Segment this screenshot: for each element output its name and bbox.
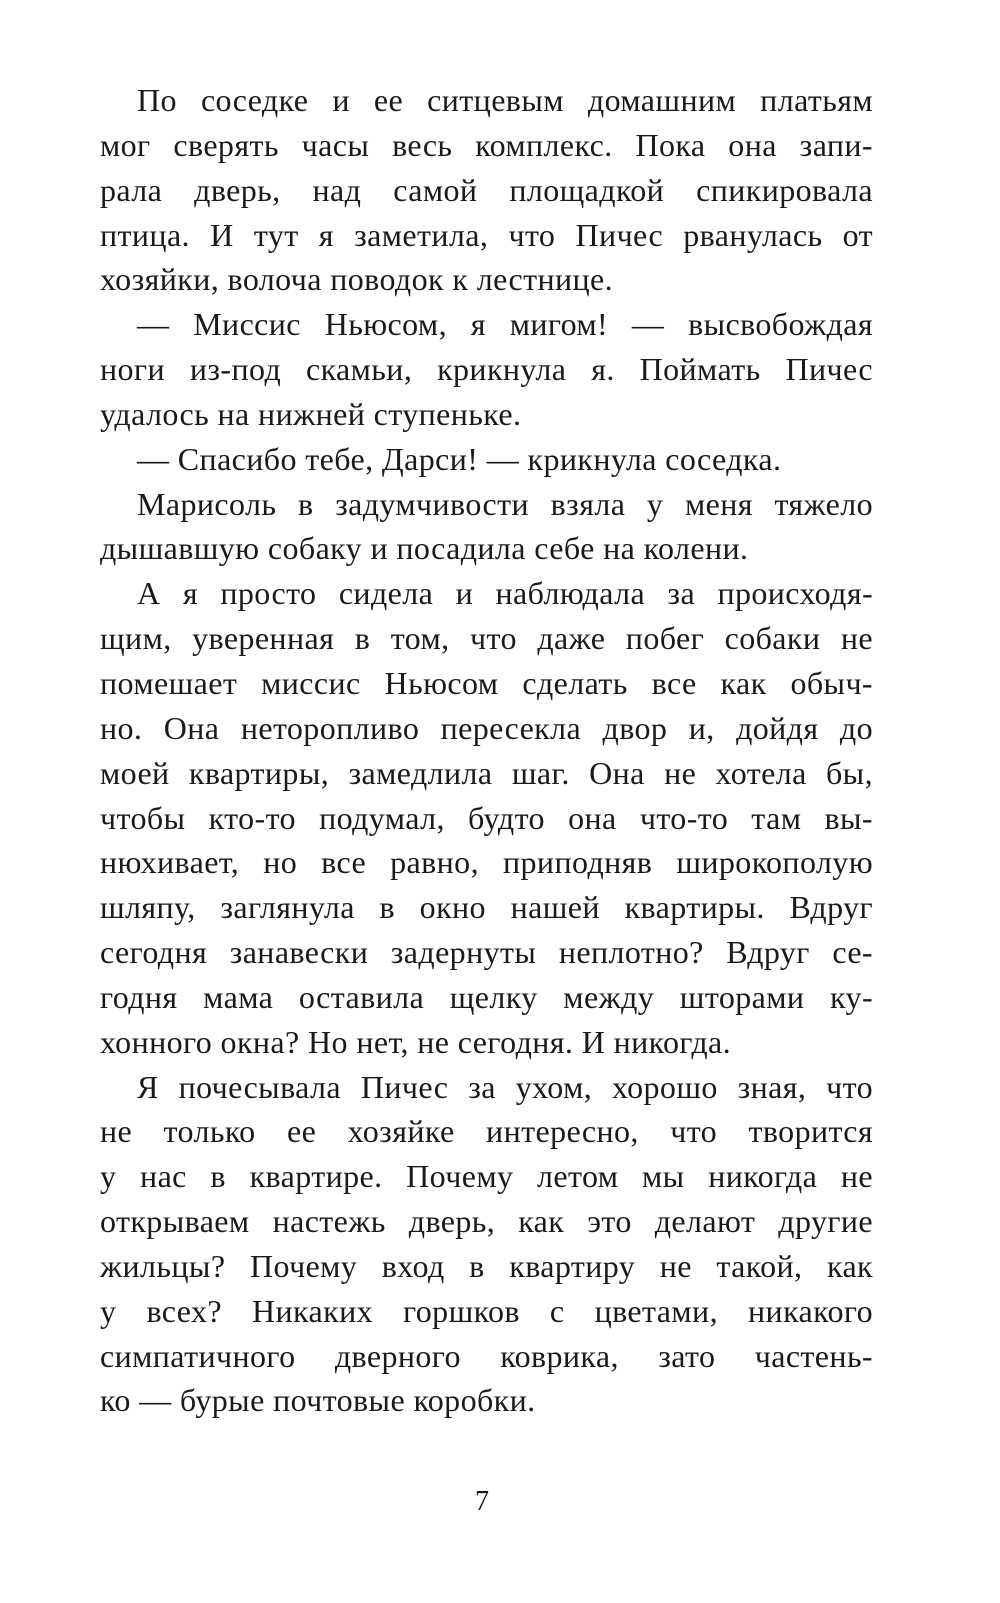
text-line: Марисоль в задумчивости взяла у меня тяжело — [137, 485, 873, 522]
text-line: ноги из-под скамьи, крикнула я. Поймать Пичес — [100, 351, 873, 388]
text-line: открываем настежь дверь, как это делают другие — [100, 1203, 873, 1240]
text-line: хозяйки, волоча поводок к лестнице. — [100, 261, 614, 298]
paragraph — [100, 482, 873, 572]
text-line: птица. И тут я заметила, что Пичес рванулась от — [100, 216, 873, 253]
text-line: сегодня занавески задернуты неплотно? Вдруг се- — [100, 934, 873, 971]
text-line: — Миссис Ньюсом, я мигом! — высвобождая — [137, 306, 873, 343]
text-line: симпатичного дверного коврика, зато частень- — [100, 1337, 873, 1374]
book-page-text — [100, 78, 873, 1423]
text-line: По соседке и ее ситцевым домашним платьям — [137, 82, 873, 118]
text-line: шляпу, заглянула в окно нашей квартиры. Вдруг — [100, 889, 873, 926]
text-line: ко — бурые почтовые коробки. — [100, 1382, 536, 1419]
text-line: у всех? Никаких горшков с цветами, никакого — [100, 1292, 873, 1329]
text-line: не только ее хозяйке интересно, что творится — [100, 1113, 873, 1150]
text-line: удалось на нижней ступеньке. — [100, 395, 522, 432]
text-line: но. Она неторопливо пересекла двор и, дойдя до — [100, 709, 873, 746]
paragraph — [100, 78, 873, 302]
text-line: щим, уверенная в том, что даже побег собаки не — [100, 620, 873, 657]
text-line: А я просто сидела и наблюдала за происходя- — [137, 575, 873, 612]
text-line: моей квартиры, замедлила шаг. Она не хотела бы, — [100, 754, 873, 791]
paragraph — [100, 571, 873, 1064]
text-line: хонного окна? Но нет, не сегодня. И никогда. — [100, 1023, 732, 1060]
text-line: годня мама оставила щелку между шторами ку- — [100, 978, 873, 1015]
page-number: 7 — [475, 1486, 489, 1517]
paragraph — [100, 1065, 873, 1424]
text-line: — Спасибо тебе, Дарси! — крикнула соседка. — [137, 440, 782, 477]
paragraph — [100, 302, 873, 437]
text-line: помешает миссис Ньюсом сделать все как обыч- — [100, 664, 873, 701]
text-line: рала дверь, над самой площадкой спикировала — [100, 171, 873, 208]
text-line: Я почесывала Пичес за ухом, хорошо зная, что — [137, 1068, 873, 1105]
text-line: у нас в квартире. Почему летом мы никогда не — [100, 1158, 873, 1195]
text-line: дышавшую собаку и посадила себе на колени. — [100, 530, 749, 567]
text-line: чтобы кто-то подумал, будто она что-то там вы- — [100, 799, 873, 836]
text-line: нюхивает, но все равно, приподняв широкополую — [100, 844, 873, 881]
text-line: мог сверять часы весь комплекс. Пока она запи- — [100, 126, 873, 163]
paragraph — [100, 437, 873, 482]
text-line: жильцы? Почему вход в квартиру не такой, как — [100, 1247, 873, 1284]
